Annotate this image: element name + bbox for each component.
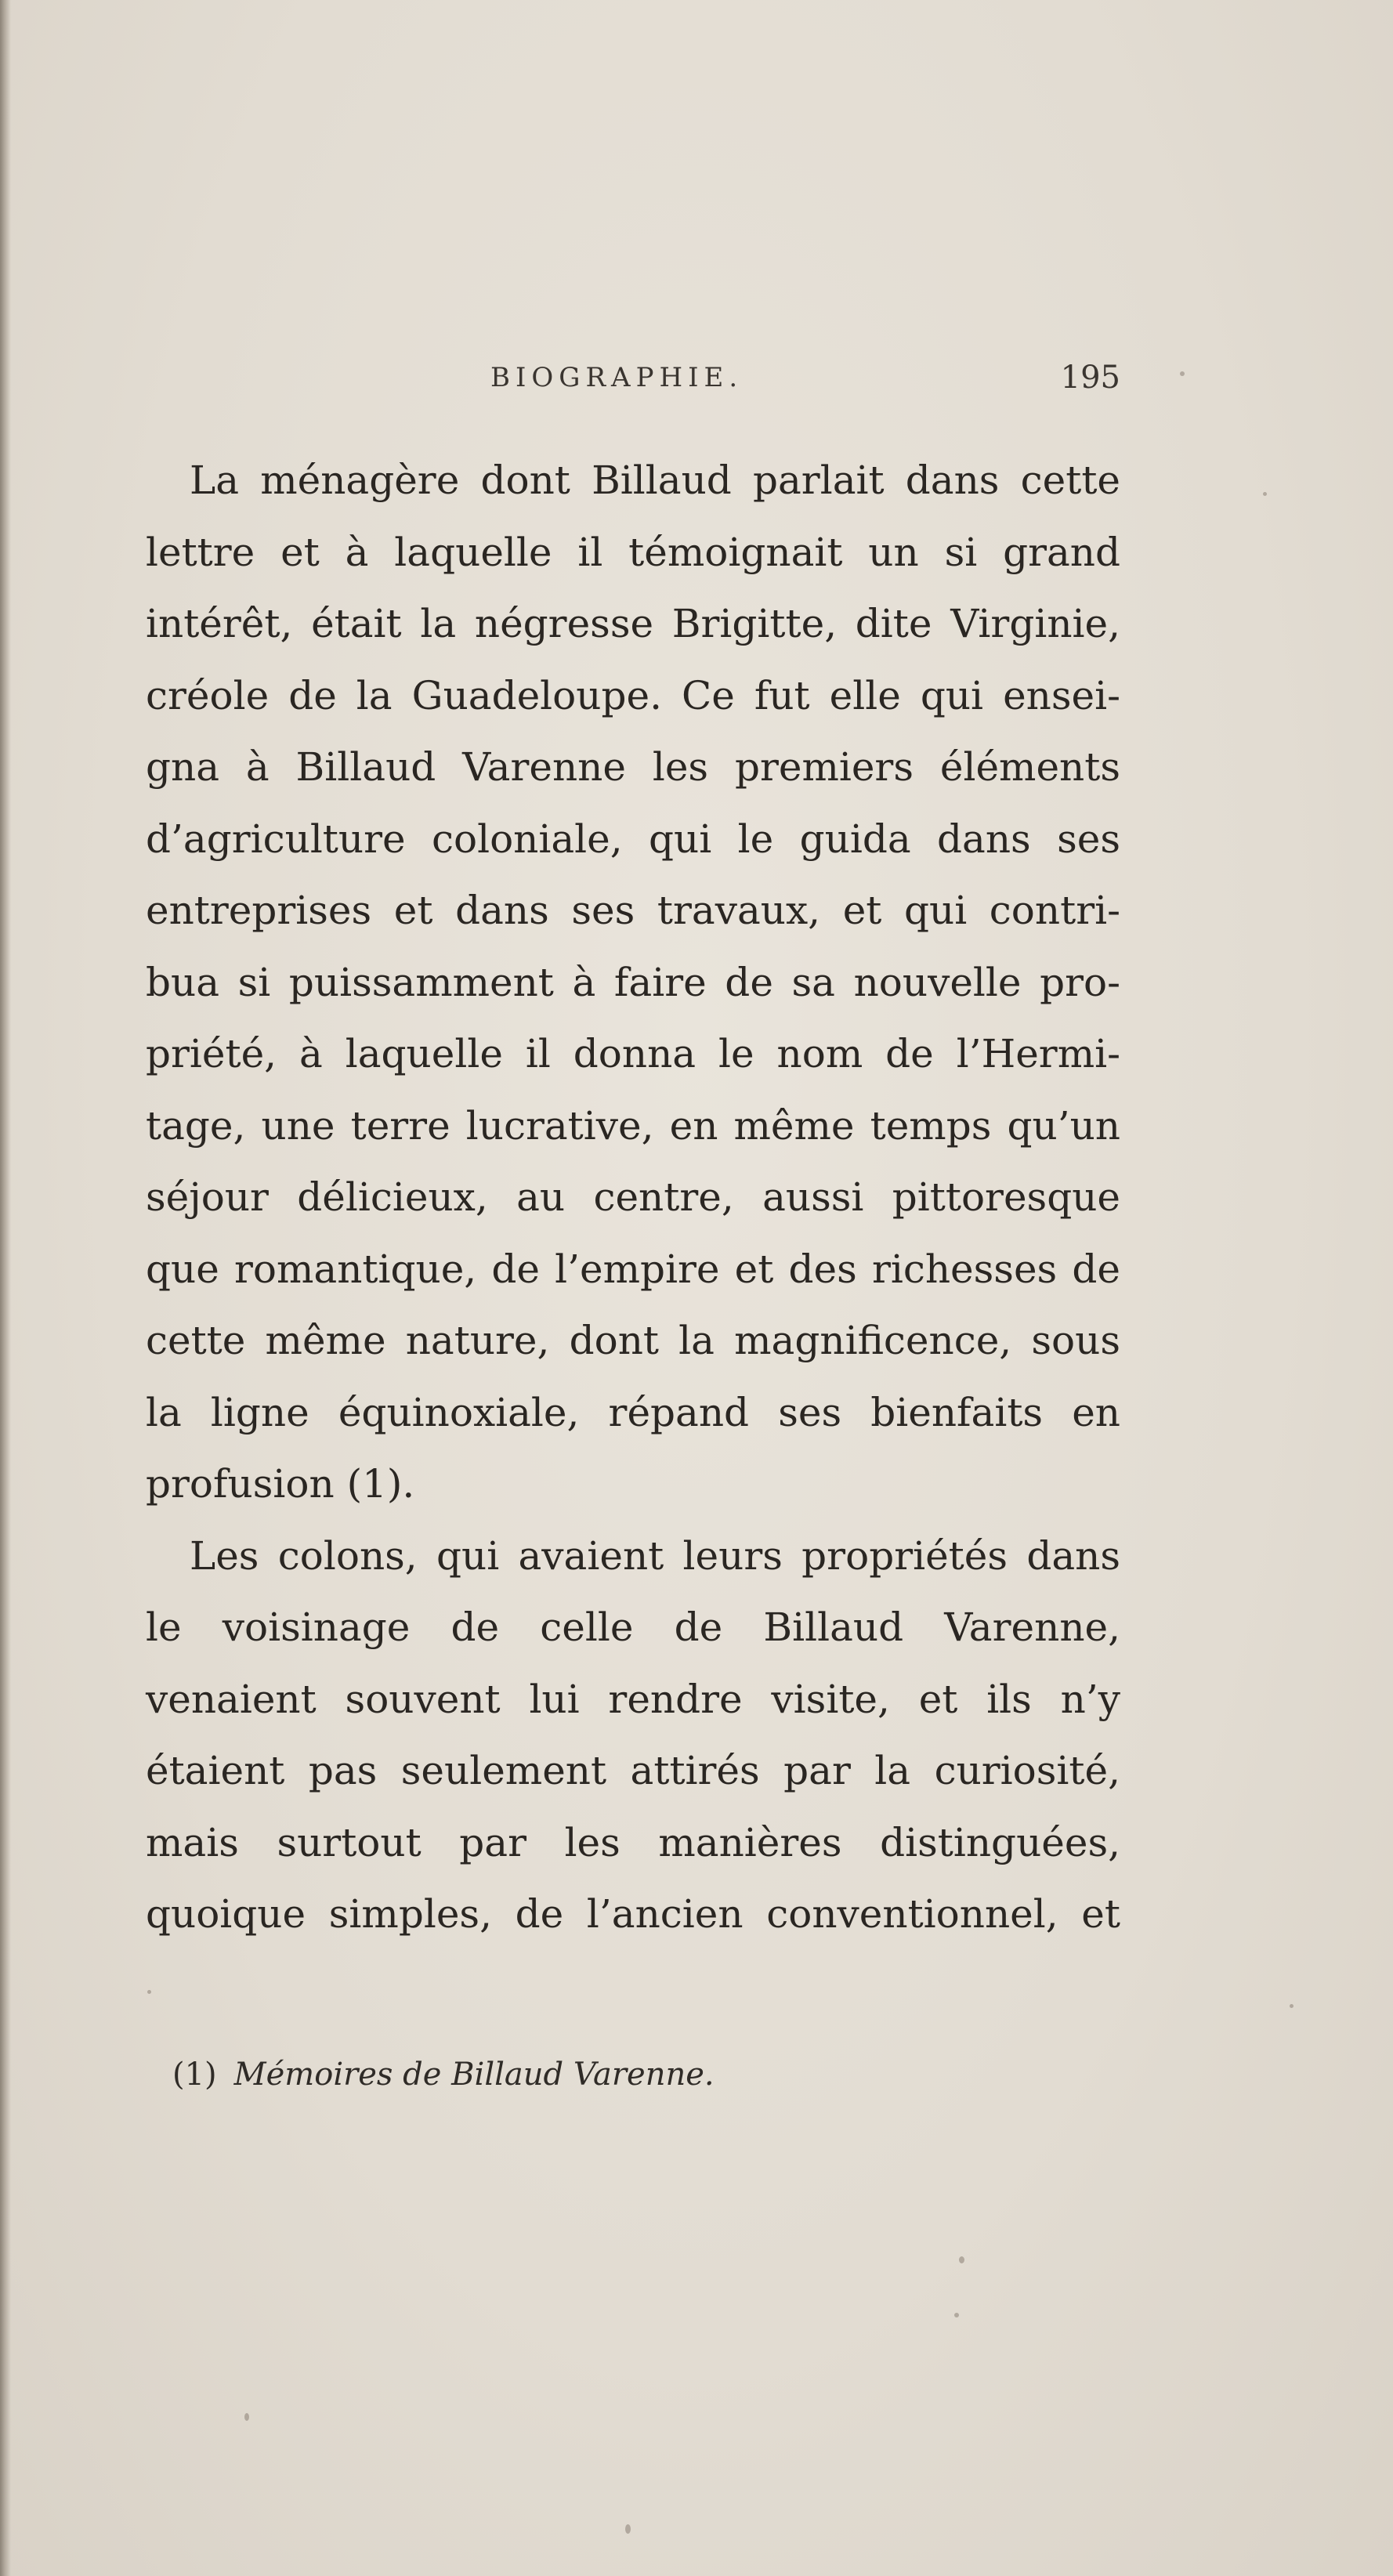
text-line: tage, une terre lucrative, en même temps qu’un xyxy=(146,1102,1120,1149)
text-line: cette même nature, dont la magnificence, sous xyxy=(146,1318,1120,1363)
text-line: gna à Billaud Varenne les premiers éléments xyxy=(146,744,1120,790)
text-line: entreprises et dans ses travaux, et qui contri- xyxy=(146,888,1120,933)
text-line: que romantique, de l’empire et des richesses de xyxy=(146,1246,1120,1292)
text-line: priété, à laquelle il donna le nom de l’Hermi- xyxy=(146,1031,1120,1076)
text-line: quoique simples, de l’ancien conventionnel, et xyxy=(146,1891,1120,1937)
text-line: séjour délicieux, au centre, aussi pittoresque xyxy=(146,1174,1120,1220)
footnote-marker: (1) xyxy=(172,2057,217,2093)
text-line: d’agriculture coloniale, qui le guida dans ses xyxy=(146,816,1120,862)
paper-speck xyxy=(244,2413,249,2421)
paper-speck xyxy=(1180,371,1185,376)
text-line: profusion (1). xyxy=(146,1461,415,1507)
text-line: bua si puissamment à faire de sa nouvelle pro- xyxy=(146,959,1120,1005)
paper-speck xyxy=(147,1990,151,1994)
text-line: étaient pas seulement attirés par la curiosité, xyxy=(146,1748,1120,1793)
paper-speck xyxy=(954,2313,959,2317)
running-head xyxy=(141,354,1120,401)
text-line: La ménagère dont Billaud parlait dans cette xyxy=(190,458,1120,503)
text-line: venaient souvent lui rendre visite, et ils n’y xyxy=(146,1676,1120,1722)
text-line: lettre et à laquelle il témoignait un si grand xyxy=(146,529,1120,575)
page-number: 195 xyxy=(1060,360,1120,396)
text-line: intérêt, était la négresse Brigitte, dite Virginie, xyxy=(146,601,1120,646)
footnote-text: Mémoires de Billaud Varenne. xyxy=(233,2057,715,2093)
text-line: Les colons, qui avaient leurs propriétés dans xyxy=(190,1532,1120,1579)
paper-speck xyxy=(625,2524,631,2534)
text-line: créole de la Guadeloupe. Ce fut elle qui ensei- xyxy=(146,672,1120,718)
paper-speck xyxy=(959,2256,964,2263)
body-text xyxy=(146,445,1120,1951)
page-binding-edge xyxy=(0,0,11,2576)
text-line: la ligne équinoxiale, répand ses bienfaits en xyxy=(146,1389,1120,1435)
text-line: le voisinage de celle de Billaud Varenne, xyxy=(146,1605,1120,1650)
running-title: BIOGRAPHIE. xyxy=(490,362,744,393)
paper-speck xyxy=(1290,2004,1294,2008)
text-line: mais surtout par les manières distinguées, xyxy=(146,1819,1120,1865)
footnote xyxy=(172,2051,715,2098)
paper-speck xyxy=(1263,492,1267,496)
